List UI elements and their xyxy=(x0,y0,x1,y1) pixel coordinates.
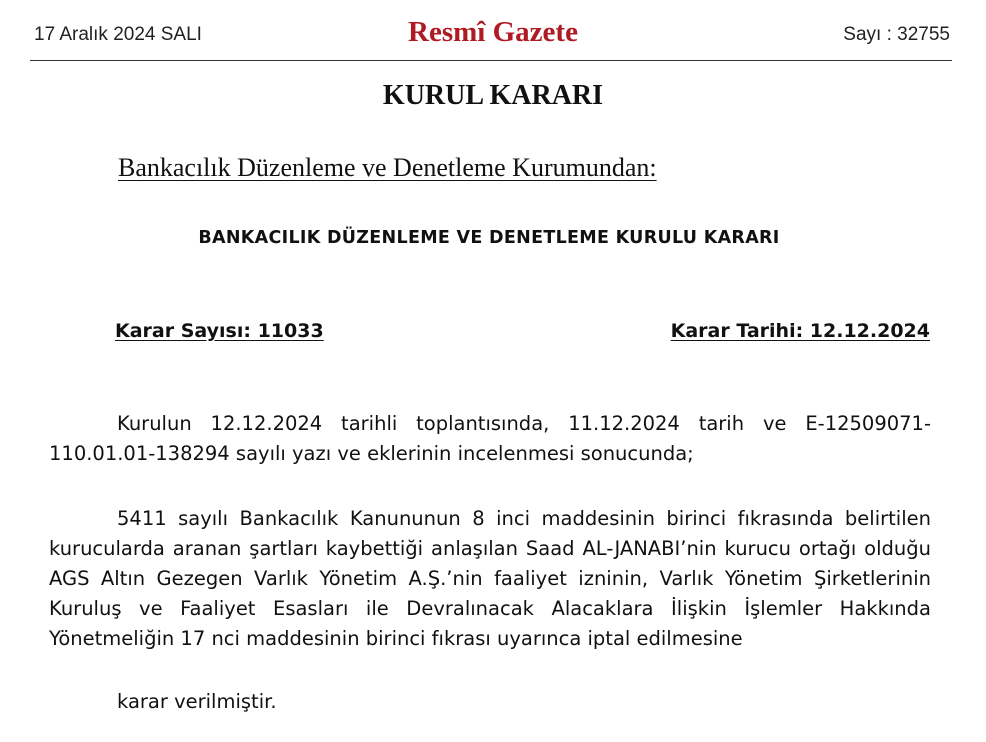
gazette-issue-number: Sayı : 32755 xyxy=(843,24,950,45)
decision-heading: BANKACILIK DÜZENLEME VE DENETLEME KURULU KARARI xyxy=(198,228,780,248)
body-paragraph-2: 5411 sayılı Bankacılık Kanununun 8 inci maddesinin birinci fıkrasında belirtilen kurucularda aranan şartları kaybettiği anlaşılan Saad AL-JANABI’nin kurucu ortağı olduğu AGS Altın Gezegen Varlık Yönetim A.Ş.’nin faaliyet izninin, Varlık Yönetim Şirketlerinin Kuruluş ve Faaliyet Esasları ile Devralınacak Alacaklara İlişkin İşlemler Hakkında Yönetmeliğin 17 nci maddesinin birinci fıkrası uyarınca iptal edilmesine xyxy=(49,507,931,650)
decision-number: Karar Sayısı: 11033 xyxy=(115,320,324,342)
gazette-title: Resmî Gazete xyxy=(408,16,578,48)
section-title: KURUL KARARI xyxy=(382,80,604,111)
issuing-authority: Bankacılık Düzenleme ve Denetleme Kurumundan: xyxy=(118,153,657,182)
decision-date: Karar Tarihi: 12.12.2024 xyxy=(670,320,930,342)
closing-statement: karar verilmiştir. xyxy=(117,690,277,713)
body-paragraph-1: Kurulun 12.12.2024 tarihli toplantısında, 11.12.2024 tarih ve E-12509071-110.01.01-138294 sayılı yazı ve eklerinin incelenmesi sonucunda; xyxy=(49,412,931,465)
gazette-date: 17 Aralık 2024 SALI xyxy=(34,24,202,45)
header-divider xyxy=(30,60,952,61)
